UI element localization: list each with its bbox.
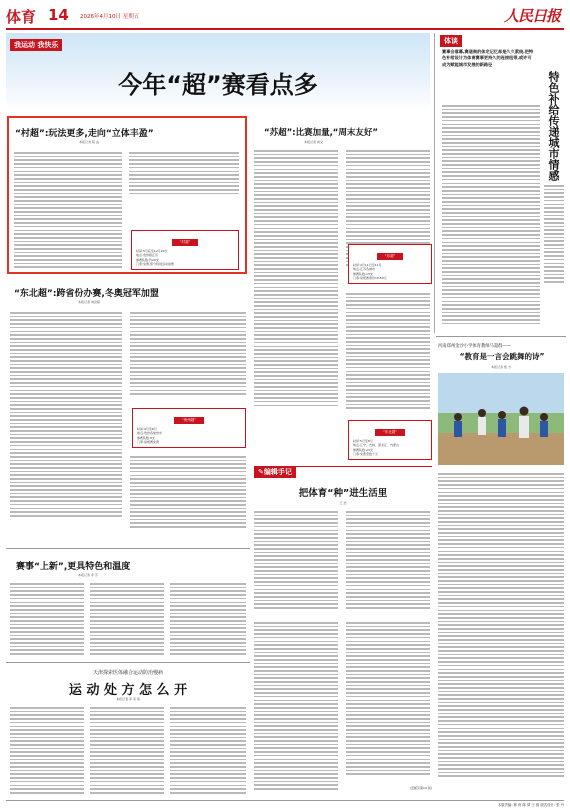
sidebar-body: [442, 103, 540, 326]
henan-article: [436, 336, 566, 802]
suchao-infobox: [348, 244, 432, 284]
page-header: [6, 6, 564, 26]
commentary-tag: ✎编辑手记: [254, 466, 296, 478]
tianjin-body-col3: [170, 705, 246, 796]
suchao-body-col1: [254, 148, 338, 408]
tianjin-byline: 本报记者 李 家 鼎: [116, 697, 140, 701]
footer-editors: 本版责编: 林 蒋 陈 倩 王 蔚 版式设计: 张 丹: [497, 803, 564, 807]
suchao-article: [254, 116, 432, 416]
tianjin-headline: 运 动 处 方 怎 么 开: [68, 683, 188, 698]
guichao-info-teams: 参赛队数:9支: [137, 435, 155, 440]
henan-photo: [438, 373, 564, 465]
sidebar-vertical-title: 特色补给传递城市情感: [547, 71, 560, 181]
henan-headline: “教育是一言会跳舞的诗”: [459, 352, 545, 361]
guichao-info-time: 时间:4月至8月: [137, 427, 157, 431]
suchao-byline: 本报记者 尚文: [304, 140, 323, 144]
center-bottom-body: [254, 620, 432, 796]
tianjin-kicker: 天津探索医体融合运动防治慢病: [92, 670, 163, 676]
dongbeichao-info-ticket: 门票:免费至数十元: [353, 452, 379, 457]
henan-body-col1: [438, 471, 564, 779]
guichao-infobox-title: “贵州超”: [174, 417, 204, 424]
saishi-body-col3: [170, 581, 246, 657]
banner: [6, 33, 430, 111]
cunchao-info-time: 时间:5月底至12月20日: [136, 249, 168, 253]
dongbeichao-byline: 本报记者 刘洪超: [78, 300, 100, 304]
page-number: 14: [48, 6, 69, 24]
section-name: 体育: [6, 8, 37, 26]
masthead-logo: 人民日报: [503, 7, 560, 25]
issue-date: 2026年4月10日 星期五: [80, 14, 140, 20]
header-rule: [6, 28, 564, 30]
cunchao-body-col2: [129, 150, 239, 196]
cunchao-article: [7, 116, 247, 274]
saishi-byline: 本报记者 李 芳: [78, 573, 98, 577]
pencil-icon: ✎: [258, 468, 264, 476]
saishi-article: [6, 548, 250, 658]
dongbeichao-info-time: 时间:5月至8月: [353, 439, 373, 443]
tianjin-article: [6, 662, 250, 802]
kids-dancing-photo: [438, 373, 564, 465]
center-bottom-col2: [346, 620, 430, 777]
banner-title: 今年“超”赛看点多: [118, 71, 318, 99]
cunchao-byline: 本报记者 程 远: [79, 140, 99, 144]
guichao-infobox: [132, 408, 246, 448]
dongbeichao-infobox: [348, 420, 432, 460]
cunchao-info-place: 地点:贵州榕江县: [136, 253, 159, 258]
henan-headline-small: 河南郑州金沙小学体育教师马超群——: [438, 344, 512, 349]
sidebar-tag: 体谈: [440, 35, 462, 47]
dongbeichao-info-place: 地点:辽宁、吉林、黑龙江、内蒙古: [353, 443, 400, 448]
dongbeichao-article: [6, 282, 250, 542]
commentary-body-col2: [346, 509, 430, 611]
tianjin-body-col2: [90, 705, 164, 796]
cunchao-info-ticket: 门票:免费,部分特别活动收费: [136, 262, 174, 267]
dongbeichao-headline: “东北超”:跨省份办赛,冬奥冠军加盟: [14, 289, 159, 299]
suchao-headline: “苏超”:比赛加量,“周末友好”: [264, 128, 378, 138]
commentary-byline: 王 浩: [339, 501, 347, 505]
center-bottom-col1: [254, 620, 338, 792]
saishi-headline: 赛事“上新”,更具特色和温度: [16, 562, 131, 572]
dongbeichao-body-col2: [130, 310, 246, 397]
continuation-note: (安邮见第19 版): [409, 786, 432, 790]
suchao-info-ticket: 门票:常规赛票价10-50元: [353, 276, 387, 281]
tianjin-body-col1: [10, 705, 84, 796]
dongbeichao-infobox-title: “东北超”: [375, 429, 405, 436]
cunchao-headline: “村超”:玩法更多,走向“立体丰盈”: [15, 129, 154, 139]
suchao-body-col2b: [346, 291, 430, 411]
suchao-info-teams: 参赛队数:13支: [353, 271, 373, 276]
cunchao-body-col1: [14, 150, 122, 270]
sidebar: [438, 33, 566, 333]
suchao-infobox-title: “苏超”: [377, 253, 404, 260]
footer-rule: [6, 800, 564, 801]
suchao-info-time: 时间:4月11日至11月: [353, 263, 382, 267]
commentary-headline: 把体育“种”进生活里: [298, 488, 388, 499]
commentary-body-col1: [254, 509, 338, 611]
saishi-body-col1: [10, 581, 84, 657]
cunchao-infobox-title: “村超”: [172, 239, 199, 246]
dongbeichao-body-col1: [10, 310, 122, 519]
dongbeichao-info-teams: 参赛队数:24支: [353, 447, 373, 452]
commentary-block: [254, 466, 432, 616]
dongbeichao-body-col2b: [130, 454, 246, 530]
cunchao-info-teams: 参赛队数:约20支: [136, 257, 159, 262]
cunchao-infobox: [131, 230, 239, 270]
guichao-info-place: 地点:贵州各地州市: [137, 431, 163, 436]
saishi-body-col2: [90, 581, 164, 657]
sidebar-body-right: [544, 183, 564, 285]
sidebar-lead: 赛事会落幕,赛道商的体定记忆却是久久萦绕,把特色补给设计为体育赛事更持久的连接纽带,或许可成为赋能城市发展的新路径: [442, 49, 534, 67]
henan-byline: 本报记者 殷 方: [491, 365, 511, 369]
banner-tag: 我运动 我快乐: [10, 39, 62, 51]
suchao-info-place: 地点:江苏各城市: [353, 267, 376, 272]
sidebar-divider: [434, 33, 435, 333]
guichao-info-ticket: 门票:常规赛免费: [137, 440, 160, 445]
